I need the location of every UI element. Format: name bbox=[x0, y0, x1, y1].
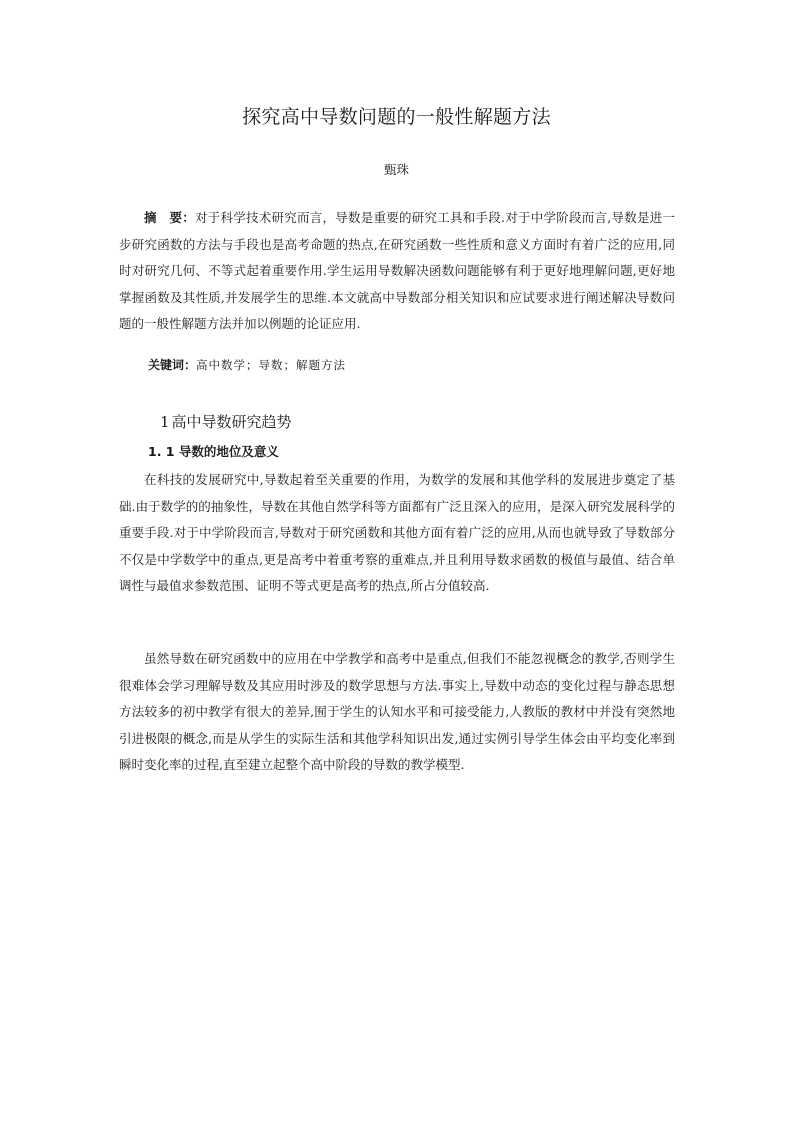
author-name: 甄珠 bbox=[383, 162, 409, 177]
document-title: 探究高中导数问题的一般性解题方法 bbox=[242, 106, 551, 128]
keywords-text: 高中数学；导数；解题方法 bbox=[196, 358, 347, 372]
body-paragraph: 虽然导数在研究函数中的应用在中学教学和高考中是重点,但我们不能忽视概念的教学,否则学生很难体会学习理解导数及其应用时涉及的数学思想与方法.事实上,导数中动态的变化过程与静态思想方法较多的初中教学有很大的差异,囿于学生的认知水平和可接受能力,人教版的教材中并没有突然地引进极限的概念,而是从学生的实际生活和其他学科知识出发,通过实例引导学生体会由平均变化率到瞬时变化率的过程,直至建立起整个高中阶段的导数的教学模型. bbox=[119, 651, 675, 772]
section-heading bbox=[160, 410, 292, 434]
section-number: 1 bbox=[160, 413, 170, 431]
keywords-label: 关键词： bbox=[148, 358, 197, 372]
abstract-paragraph bbox=[119, 205, 675, 338]
abstract-text: 对于科学技术研究而言，导数是重要的研究工具和手段.对于中学阶段而言,导数是进一步研究函数的方法与手段也是高考命题的热点,在研究函数一些性质和意义方面时有着广泛的应用,同时对研究几何、不等式起着重要作用.学生运用导数解决函数问题能够有利于更好地理解问题,更好地掌握函数及其性质,并发展学生的思维.本文就高中导数部分相关知识和应试要求进行阐述解决导数问题的一般性解题方法并加以例题的论证应用. bbox=[119, 210, 675, 331]
subsection-heading: 1. 1 导数的地位及意义 bbox=[148, 444, 279, 459]
abstract-label: 摘 要： bbox=[144, 210, 196, 225]
section-title: 高中导数研究趋势 bbox=[171, 413, 292, 431]
keywords-line bbox=[148, 354, 346, 376]
body-paragraph: 在科技的发展研究中,导数起着至关重要的作用，为数学的发展和其他学科的发展进步奠定了基础.由于数学的的抽象性，导数在其他自然学科等方面都有广泛且深入的应用，是深入研究发展科学的重要手段.对于中学阶段而言,导数对于研究函数和其他方面有着广泛的应用,从而也就导致了导数部分不仅是中学数学中的重点,更是高考中着重考察的重难点,并且利用导数求函数的极值与最值、结合单调性与最值求参数范围、证明不等式更是高考的热点,所占分值较高. bbox=[119, 472, 675, 593]
